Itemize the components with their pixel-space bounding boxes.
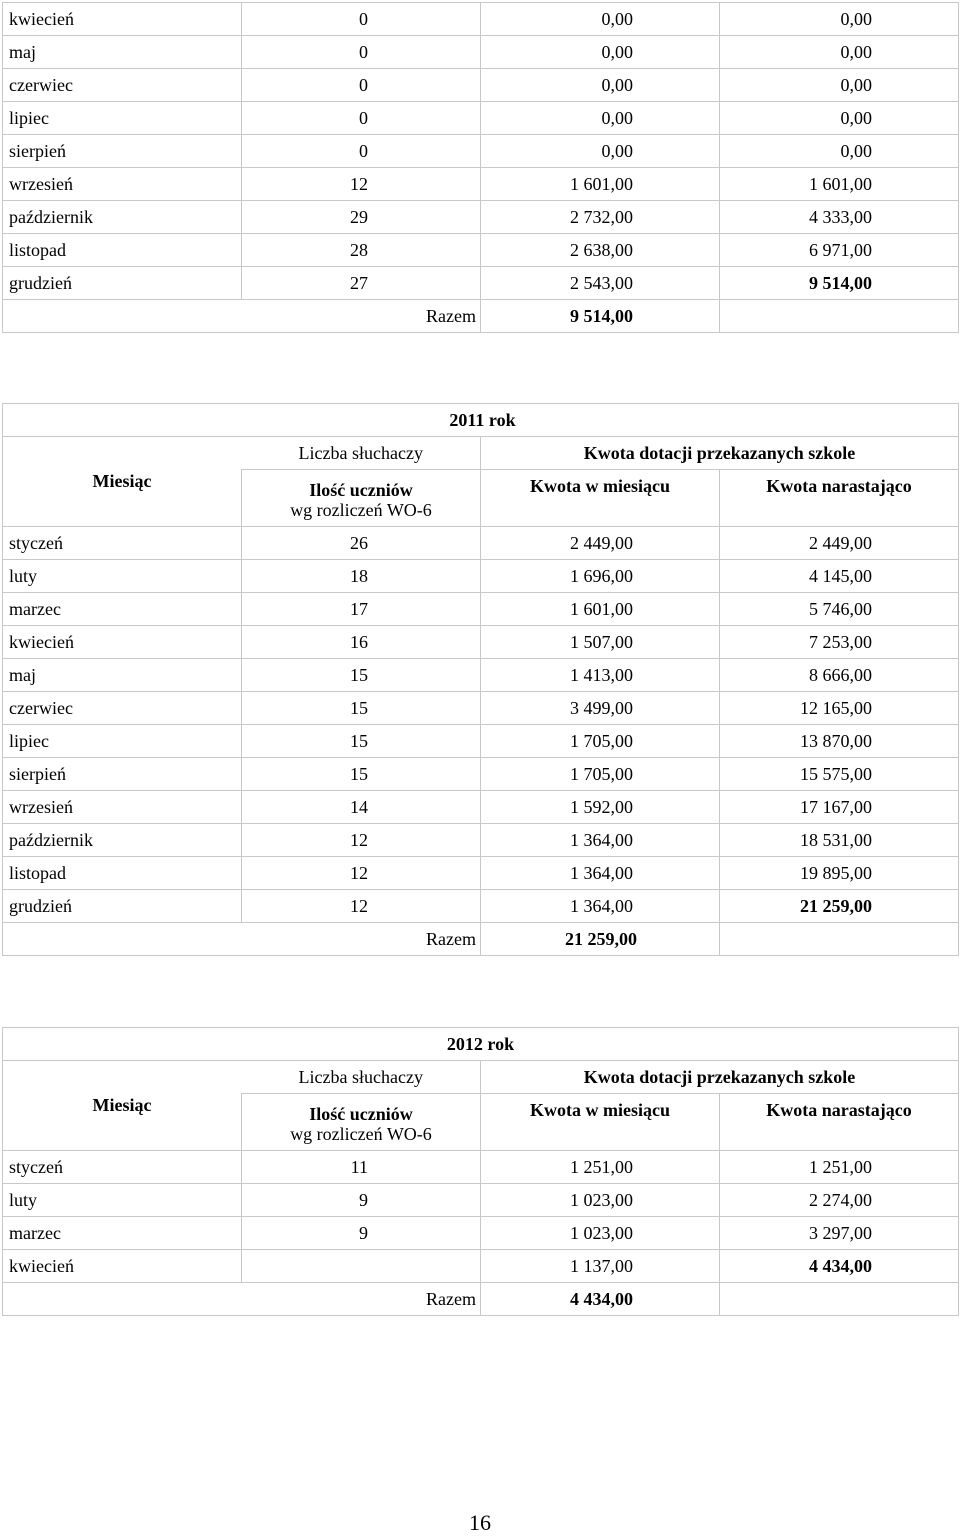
razem-label: Razem — [3, 923, 481, 956]
cumulative-cell: 9 514,00 — [720, 267, 959, 300]
table-row — [3, 102, 959, 135]
month-cell: kwiecień — [3, 1250, 242, 1283]
month-cell: wrzesień — [3, 168, 242, 201]
razem-row — [3, 923, 959, 956]
month-cell: maj — [3, 659, 242, 692]
table-row — [3, 527, 959, 560]
table-row — [3, 36, 959, 69]
students-cell: 16 — [242, 626, 481, 659]
students-cell: 12 — [242, 168, 481, 201]
monthly-cell: 0,00 — [481, 69, 720, 102]
month-cell: czerwiec — [3, 692, 242, 725]
table-title: 2011 rok — [3, 404, 959, 437]
monthly-cell: 1 023,00 — [481, 1217, 720, 1250]
month-cell: marzec — [3, 593, 242, 626]
header-students — [242, 1094, 481, 1151]
table-row — [3, 890, 959, 923]
table-2011 — [2, 403, 959, 956]
cumulative-cell: 8 666,00 — [720, 659, 959, 692]
header-students-line1: Ilość uczniów — [309, 480, 413, 500]
empty-cell — [720, 923, 959, 956]
table-2012 — [2, 1027, 959, 1316]
header-cumulative: Kwota narastająco — [720, 1094, 959, 1151]
students-cell: 18 — [242, 560, 481, 593]
students-cell: 0 — [242, 102, 481, 135]
header-group-students: Liczba słuchaczy — [242, 1061, 481, 1094]
cumulative-cell: 0,00 — [720, 69, 959, 102]
table-row — [3, 593, 959, 626]
students-cell: 12 — [242, 857, 481, 890]
students-cell: 15 — [242, 758, 481, 791]
cumulative-cell: 7 253,00 — [720, 626, 959, 659]
students-cell: 0 — [242, 3, 481, 36]
monthly-cell: 0,00 — [481, 102, 720, 135]
month-cell: luty — [3, 1184, 242, 1217]
monthly-cell: 1 601,00 — [481, 593, 720, 626]
header-monthly: Kwota w miesiącu — [481, 470, 720, 527]
table-row — [3, 824, 959, 857]
header-group-amount: Kwota dotacji przekazanych szkole — [481, 437, 959, 470]
students-cell: 15 — [242, 692, 481, 725]
cumulative-cell: 0,00 — [720, 36, 959, 69]
monthly-cell: 1 364,00 — [481, 857, 720, 890]
month-cell: lipiec — [3, 102, 242, 135]
header-group-students: Liczba słuchaczy — [242, 437, 481, 470]
table-row — [3, 692, 959, 725]
header-group-amount: Kwota dotacji przekazanych szkole — [481, 1061, 959, 1094]
cumulative-cell: 2 274,00 — [720, 1184, 959, 1217]
monthly-cell: 1 364,00 — [481, 890, 720, 923]
monthly-cell: 1 705,00 — [481, 758, 720, 791]
students-cell: 27 — [242, 267, 481, 300]
students-cell: 17 — [242, 593, 481, 626]
table-row — [3, 168, 959, 201]
cumulative-cell: 5 746,00 — [720, 593, 959, 626]
month-cell: styczeń — [3, 527, 242, 560]
students-cell: 0 — [242, 69, 481, 102]
students-cell: 15 — [242, 659, 481, 692]
students-cell: 0 — [242, 135, 481, 168]
cumulative-cell: 21 259,00 — [720, 890, 959, 923]
month-cell: kwiecień — [3, 626, 242, 659]
table-title-row — [3, 1028, 959, 1061]
cumulative-cell: 0,00 — [720, 135, 959, 168]
monthly-cell: 2 638,00 — [481, 234, 720, 267]
monthly-cell: 3 499,00 — [481, 692, 720, 725]
razem-label: Razem — [3, 1283, 481, 1316]
month-cell: czerwiec — [3, 69, 242, 102]
razem-row — [3, 300, 959, 333]
month-cell: styczeń — [3, 1151, 242, 1184]
monthly-cell: 2 543,00 — [481, 267, 720, 300]
razem-value: 9 514,00 — [481, 300, 720, 333]
month-cell: kwiecień — [3, 3, 242, 36]
monthly-cell: 1 696,00 — [481, 560, 720, 593]
monthly-cell: 1 137,00 — [481, 1250, 720, 1283]
monthly-cell: 0,00 — [481, 36, 720, 69]
students-cell: 12 — [242, 890, 481, 923]
table-row — [3, 857, 959, 890]
students-cell: 28 — [242, 234, 481, 267]
month-cell: sierpień — [3, 758, 242, 791]
month-cell: lipiec — [3, 725, 242, 758]
empty-cell — [720, 300, 959, 333]
students-cell: 11 — [242, 1151, 481, 1184]
monthly-cell: 2 732,00 — [481, 201, 720, 234]
table-2010-tail — [2, 2, 959, 333]
cumulative-cell: 6 971,00 — [720, 234, 959, 267]
razem-value: 4 434,00 — [481, 1283, 720, 1316]
header-row-1 — [3, 437, 959, 470]
month-cell: październik — [3, 201, 242, 234]
students-cell — [242, 1250, 481, 1283]
month-cell: październik — [3, 824, 242, 857]
table-row — [3, 3, 959, 36]
table-row — [3, 1250, 959, 1283]
month-cell: grudzień — [3, 267, 242, 300]
month-cell: listopad — [3, 234, 242, 267]
month-cell: wrzesień — [3, 791, 242, 824]
table-row — [3, 234, 959, 267]
header-row-1 — [3, 1061, 959, 1094]
table-row — [3, 758, 959, 791]
header-monthly: Kwota w miesiącu — [481, 1094, 720, 1151]
cumulative-cell: 1 251,00 — [720, 1151, 959, 1184]
table-row — [3, 560, 959, 593]
month-cell: sierpień — [3, 135, 242, 168]
razem-row — [3, 1283, 959, 1316]
students-cell: 26 — [242, 527, 481, 560]
students-cell: 9 — [242, 1217, 481, 1250]
month-cell: listopad — [3, 857, 242, 890]
cumulative-cell: 12 165,00 — [720, 692, 959, 725]
students-cell: 29 — [242, 201, 481, 234]
monthly-cell: 1 364,00 — [481, 824, 720, 857]
monthly-cell: 1 251,00 — [481, 1151, 720, 1184]
header-students-line2: wg rozliczeń WO-6 — [290, 1124, 432, 1144]
page-number: 16 — [469, 1510, 491, 1535]
header-month: Miesiąc — [3, 1061, 242, 1151]
header-students-line2: wg rozliczeń WO-6 — [290, 500, 432, 520]
cumulative-cell: 18 531,00 — [720, 824, 959, 857]
cumulative-cell: 0,00 — [720, 3, 959, 36]
table-row — [3, 69, 959, 102]
table-row — [3, 267, 959, 300]
cumulative-cell: 4 434,00 — [720, 1250, 959, 1283]
header-students — [242, 470, 481, 527]
monthly-cell: 1 507,00 — [481, 626, 720, 659]
table-row — [3, 1217, 959, 1250]
empty-cell — [720, 1283, 959, 1316]
cumulative-cell: 0,00 — [720, 102, 959, 135]
monthly-cell: 1 601,00 — [481, 168, 720, 201]
monthly-cell: 1 023,00 — [481, 1184, 720, 1217]
table-title-row — [3, 404, 959, 437]
students-cell: 9 — [242, 1184, 481, 1217]
table-row — [3, 659, 959, 692]
month-cell: maj — [3, 36, 242, 69]
monthly-cell: 1 413,00 — [481, 659, 720, 692]
monthly-cell: 0,00 — [481, 135, 720, 168]
table-title: 2012 rok — [3, 1028, 959, 1061]
cumulative-cell: 4 145,00 — [720, 560, 959, 593]
cumulative-cell: 17 167,00 — [720, 791, 959, 824]
students-cell: 14 — [242, 791, 481, 824]
table-row — [3, 135, 959, 168]
table-row — [3, 1184, 959, 1217]
table-row — [3, 1151, 959, 1184]
monthly-cell: 2 449,00 — [481, 527, 720, 560]
table-row — [3, 626, 959, 659]
table-row — [3, 725, 959, 758]
cumulative-cell: 13 870,00 — [720, 725, 959, 758]
cumulative-cell: 15 575,00 — [720, 758, 959, 791]
header-month: Miesiąc — [3, 437, 242, 527]
students-cell: 15 — [242, 725, 481, 758]
monthly-cell: 1 705,00 — [481, 725, 720, 758]
cumulative-cell: 2 449,00 — [720, 527, 959, 560]
razem-value: 21 259,00 — [481, 923, 720, 956]
cumulative-cell: 19 895,00 — [720, 857, 959, 890]
monthly-cell: 1 592,00 — [481, 791, 720, 824]
students-cell: 0 — [242, 36, 481, 69]
month-cell: marzec — [3, 1217, 242, 1250]
table-row — [3, 201, 959, 234]
month-cell: grudzień — [3, 890, 242, 923]
table-row — [3, 791, 959, 824]
cumulative-cell: 1 601,00 — [720, 168, 959, 201]
header-cumulative: Kwota narastająco — [720, 470, 959, 527]
header-students-line1: Ilość uczniów — [309, 1104, 413, 1124]
students-cell: 12 — [242, 824, 481, 857]
month-cell: luty — [3, 560, 242, 593]
razem-label: Razem — [3, 300, 481, 333]
monthly-cell: 0,00 — [481, 3, 720, 36]
cumulative-cell: 4 333,00 — [720, 201, 959, 234]
cumulative-cell: 3 297,00 — [720, 1217, 959, 1250]
